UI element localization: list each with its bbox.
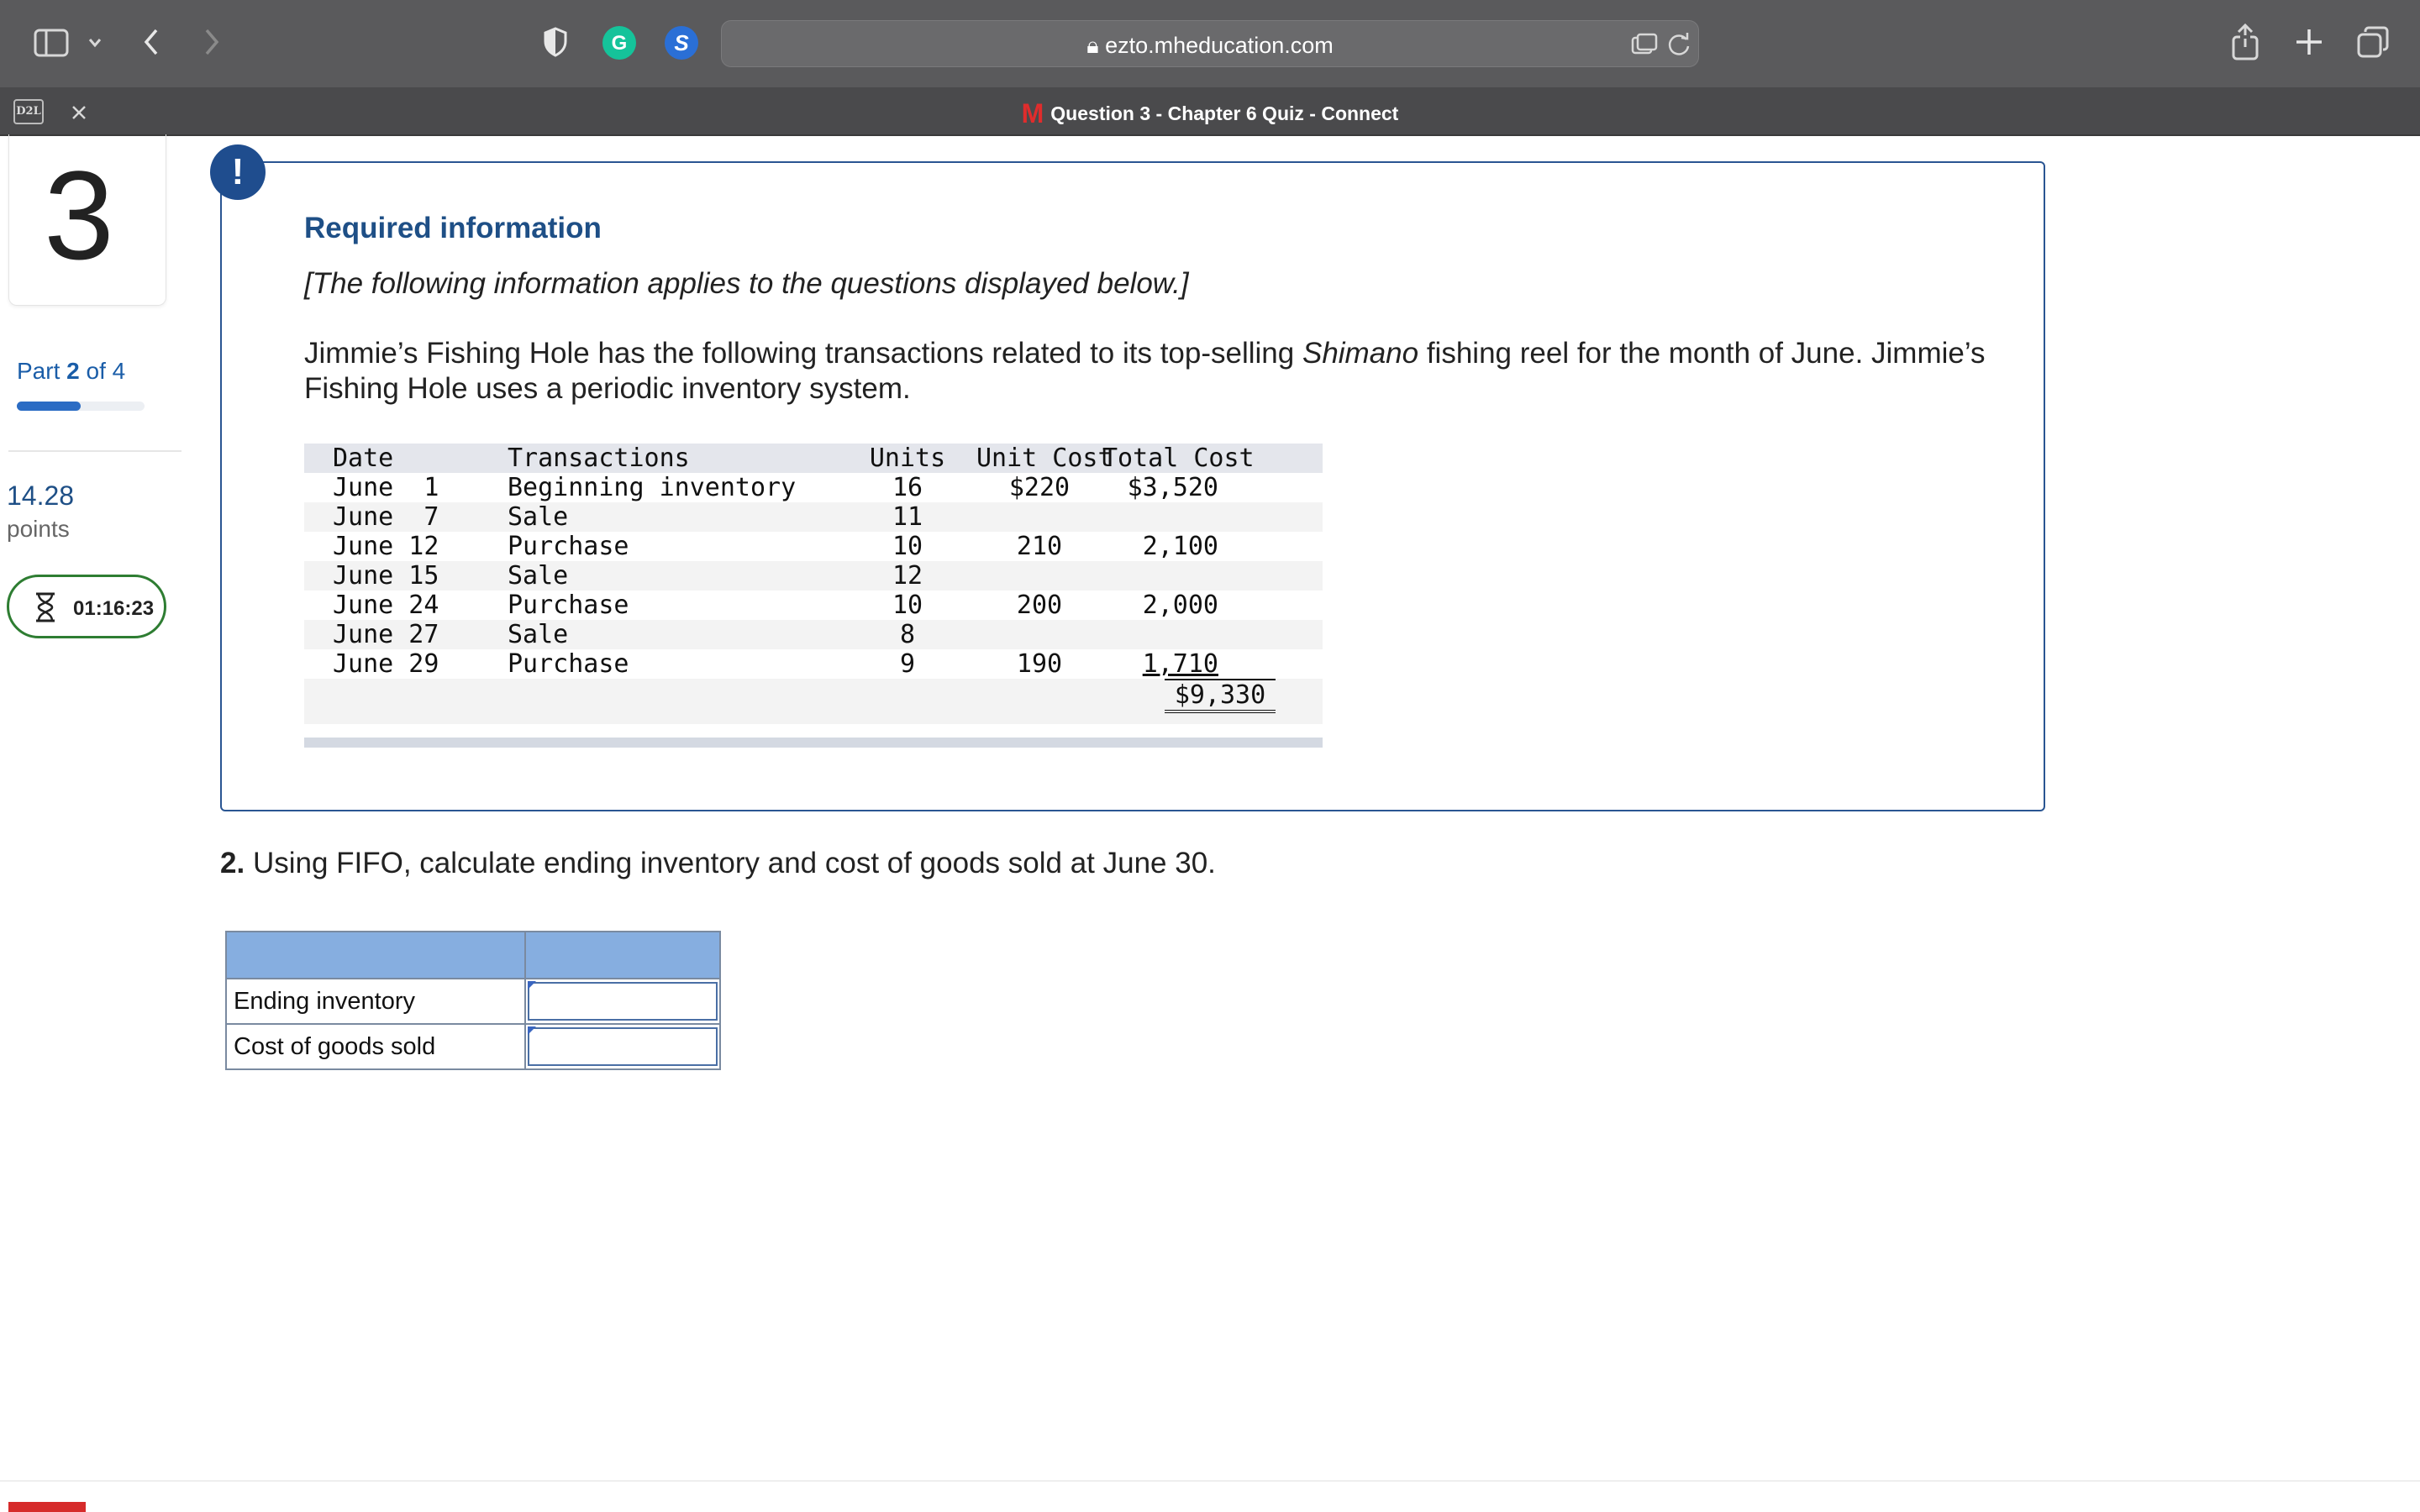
row-unit-cost: 190: [1016, 649, 1063, 679]
row-unit-cost: 200: [1016, 591, 1063, 620]
header-date: Date: [333, 444, 394, 473]
table-row: [304, 591, 1323, 620]
row-units: 11: [892, 502, 923, 532]
chevron-down-icon[interactable]: [87, 37, 103, 49]
brand-name: Shimano: [1302, 337, 1419, 370]
row-date: June 24: [333, 591, 439, 620]
answer-header-left: [227, 932, 526, 978]
answer-header-right: [526, 932, 719, 978]
back-icon[interactable]: [141, 27, 161, 57]
grammarly-extension-icon[interactable]: [602, 25, 637, 60]
svg-text:G: G: [611, 32, 628, 55]
row-transaction: Sale: [508, 502, 569, 532]
answer-cell: [526, 1025, 719, 1068]
svg-text:S: S: [674, 30, 689, 55]
row-transaction: Purchase: [508, 649, 629, 679]
question-number: 3: [44, 144, 114, 286]
tab-title-text: Question 3 - Chapter 6 Quiz - Connect: [1050, 102, 1399, 124]
cost-of-goods-sold-input[interactable]: [528, 1027, 718, 1066]
row-total-cost: 2,100: [1142, 532, 1218, 561]
question-number-label: 2.: [220, 847, 245, 879]
row-units: 8: [899, 620, 916, 649]
part-progress-fill: [17, 402, 81, 411]
header-transactions: Transactions: [508, 444, 690, 473]
tab-share-icon[interactable]: [1631, 33, 1658, 56]
row-date: June 27: [333, 620, 439, 649]
row-units: 12: [892, 561, 923, 591]
part-progress-bar: [17, 402, 145, 411]
bottom-navigation-bar: [0, 1480, 2420, 1512]
table-footer-bar: [304, 738, 1323, 748]
lock-icon: 🔒︎: [1086, 33, 1106, 58]
address-bar[interactable]: [721, 20, 1699, 67]
header-unit-cost: Unit Cost: [976, 444, 1113, 473]
header-total-cost: Total Cost: [1102, 444, 1255, 473]
table-row: [304, 532, 1323, 561]
row-transaction: Purchase: [508, 591, 629, 620]
answer-row-cost-of-goods-sold: [227, 1023, 719, 1068]
points-value: 14.28: [7, 480, 75, 511]
total-cost-sum: $9,330: [1165, 679, 1276, 713]
row-date: June 1: [333, 473, 439, 502]
problem-description: Jimmie’s Fishing Hole has the following transactions related to its top-selling Shimano fishing reel for the month of June. Jimmie’s Fishing Hole uses a periodic inventory system.: [304, 337, 1986, 405]
row-unit-cost: $220: [1008, 473, 1071, 502]
timer-text: 01:16:23: [73, 597, 155, 620]
part-current: 2: [66, 358, 80, 384]
part-label: Part: [17, 358, 60, 384]
menu-button[interactable]: [8, 1502, 86, 1512]
row-transaction: Beginning inventory: [508, 473, 797, 502]
row-total-cost: 1,710: [1142, 649, 1218, 679]
shield-icon[interactable]: [543, 27, 568, 57]
alert-icon: !: [210, 144, 266, 200]
part-indicator: [17, 358, 125, 385]
answer-row-label: Ending inventory: [227, 979, 526, 1023]
answer-table-header: [227, 932, 719, 978]
row-units: 16: [892, 473, 923, 502]
answer-row-ending-inventory: [227, 978, 719, 1023]
transactions-table: [304, 444, 1323, 724]
row-transaction: Purchase: [508, 532, 629, 561]
hourglass-icon: [34, 591, 56, 623]
table-row: [304, 620, 1323, 649]
table-row: [304, 561, 1323, 591]
row-date: June 29: [333, 649, 439, 679]
answer-row-label: Cost of goods sold: [227, 1025, 526, 1068]
sidebar-toggle-icon[interactable]: [34, 29, 69, 57]
header-units: Units: [869, 444, 946, 473]
row-transaction: Sale: [508, 561, 569, 591]
row-units: 9: [899, 649, 916, 679]
table-row: [304, 473, 1323, 502]
row-transaction: Sale: [508, 620, 569, 649]
answer-table: [225, 931, 721, 1070]
row-date: June 7: [333, 502, 439, 532]
url-text: 🔒︎ ezto.mheducation.com: [1086, 33, 1334, 58]
points-label: points: [7, 516, 70, 542]
table-header-row: [304, 444, 1323, 473]
connect-logo: M: [1021, 98, 1044, 129]
row-total-cost: $3,520: [1127, 473, 1218, 502]
new-tab-icon[interactable]: [2294, 27, 2324, 57]
row-total-cost: 2,000: [1142, 591, 1218, 620]
forward-icon[interactable]: [202, 27, 222, 57]
table-row: [304, 649, 1323, 679]
required-information-title: Required information: [304, 212, 602, 244]
row-units: 10: [892, 591, 923, 620]
d2l-tab-favicon[interactable]: D2L: [13, 99, 44, 124]
s-extension-icon[interactable]: [664, 25, 699, 60]
timer-widget[interactable]: [7, 575, 166, 638]
ending-inventory-input[interactable]: [528, 982, 718, 1021]
required-information-note: [The following information applies to the questions displayed below.]: [304, 267, 1189, 300]
reload-icon[interactable]: [1666, 31, 1691, 58]
row-unit-cost: 210: [1016, 532, 1063, 561]
question-prompt: Using FIFO, calculate ending inventory and cost of goods sold at June 30.: [252, 847, 1216, 879]
question-text: [220, 847, 1216, 880]
sidebar-divider: [8, 450, 182, 452]
table-total-row: [304, 679, 1323, 724]
row-date: June 12: [333, 532, 439, 561]
answer-cell: [526, 979, 719, 1023]
tab-overview-icon[interactable]: [2356, 25, 2390, 59]
row-units: 10: [892, 532, 923, 561]
browser-toolbar: [0, 0, 2420, 87]
table-row: [304, 502, 1323, 532]
share-icon[interactable]: [2230, 24, 2260, 60]
active-tab[interactable]: [0, 98, 2420, 129]
row-date: June 15: [333, 561, 439, 591]
part-total: of 4: [86, 358, 126, 384]
